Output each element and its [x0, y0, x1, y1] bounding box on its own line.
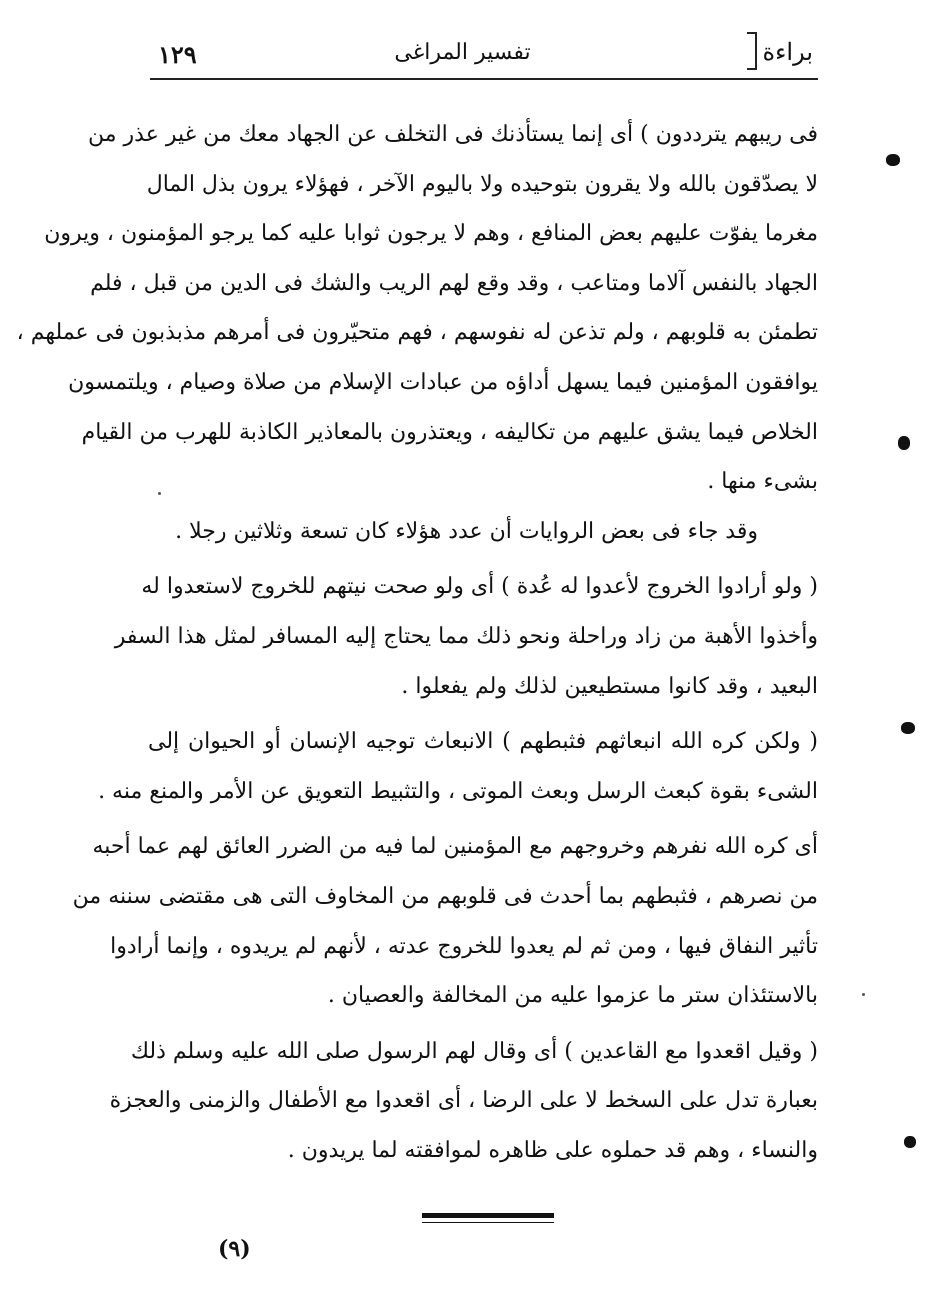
text-line: الجهاد بالنفس آلاما ومتاعب ، وقد وقع لهم الريب والشك فى الدين من قبل ، فلم — [90, 271, 818, 296]
text-line: تطمئن به قلوبهم ، ولم تذعن له نفوسهم ، فهم متحيّرون فى أمرهم مذبذبون فى عملهم ، — [16, 320, 818, 345]
text-line: أى كره الله نفرهم وخروجهم مع المؤمنين لما فيه من الضرر العائق لهم عما أحبه — [92, 834, 818, 859]
text-line: ( ولكن كره الله انبعاثهم فثبطهم ) الانبعاث توجيه الإنسان أو الحيوان إلى — [148, 729, 818, 754]
text-line: ( وقيل اقعدوا مع القاعدين ) أى وقال لهم الرسول صلى الله عليه وسلم ذلك — [130, 1039, 818, 1064]
text-line: بعبارة تدل على السخط لا على الرضا ، أى اقعدوا مع الأطفال والزمنى والعجزة — [109, 1088, 818, 1113]
footer-rule-thin — [422, 1222, 554, 1223]
scan-speck — [862, 993, 865, 996]
scan-blot — [886, 154, 900, 166]
text-line: من نصرهم ، فثبطهم بما أحدث فى قلوبهم من المخاوف التى هى مقتضى سننه من — [72, 884, 818, 909]
text-line: مغرما يفوّت عليهم بعض المنافع ، وهم لا يرجون ثوابا عليه كما يرجو المؤمنون ، ويرون — [44, 221, 818, 246]
header-rule — [150, 78, 818, 80]
text-line: الشىء بقوة كبعث الرسل وبعث الموتى ، والتثبيط التعويق عن الأمر والمنع منه . — [98, 779, 818, 804]
text-line: لا يصدّقون بالله ولا يقرون بتوحيده ولا باليوم الآخر ، فهؤلاء يرون بذل المال — [146, 172, 818, 197]
page-number: ١٢٩ — [158, 40, 197, 69]
text-line: وقد جاء فى بعض الروايات أن عدد هؤلاء كان تسعة وثلاثين رجلا . — [175, 519, 758, 544]
chapter-bracket — [747, 32, 757, 70]
text-line: فى ريبهم يترددون ) أى إنما يستأذنك فى التخلف عن الجهاد معك من غير عذر من — [88, 122, 818, 147]
text-line: بالاستئذان ستر ما عزموا عليه من المخالفة والعصيان . — [327, 983, 818, 1008]
scan-speck — [158, 492, 161, 495]
scan-blot — [898, 436, 910, 450]
text-line: والنساء ، وهم قد حملوه على ظاهره لموافقته لما يريدون . — [287, 1138, 818, 1163]
scan-blot — [901, 722, 915, 734]
text-line: الخلاص فيما يشق عليهم من تكاليفه ، ويعتذرون بالمعاذير الكاذبة للهرب من القيام — [81, 420, 818, 445]
signature-mark: (٩) — [218, 1236, 251, 1262]
text-line: يوافقون المؤمنين فيما يسهل أداؤه من عبادات الإسلام من صلاة وصيام ، ويلتمسون — [68, 370, 818, 395]
text-line: ( ولو أرادوا الخروج لأعدوا له عُدة ) أى ولو صحت نيتهم للخروج لاستعدوا له — [141, 574, 818, 599]
scan-blot — [904, 1136, 916, 1148]
footer-rule — [422, 1213, 554, 1218]
chapter-name: براءة — [762, 38, 813, 66]
text-line: تأثير النفاق فيها ، ومن ثم لم يعدوا للخروج عدته ، لأنهم لم يريدوه ، وإنما أرادوا — [110, 934, 818, 959]
text-line: بشىء منها . — [707, 469, 818, 494]
book-title: تفسير المراغى — [394, 40, 531, 65]
text-line: وأخذوا الأهبة من زاد وراحلة ونحو ذلك مما يحتاج إليه المسافر لمثل هذا السفر — [114, 624, 818, 649]
text-line: البعيد ، وقد كانوا مستطيعين لذلك ولم يفعلوا . — [401, 674, 818, 699]
